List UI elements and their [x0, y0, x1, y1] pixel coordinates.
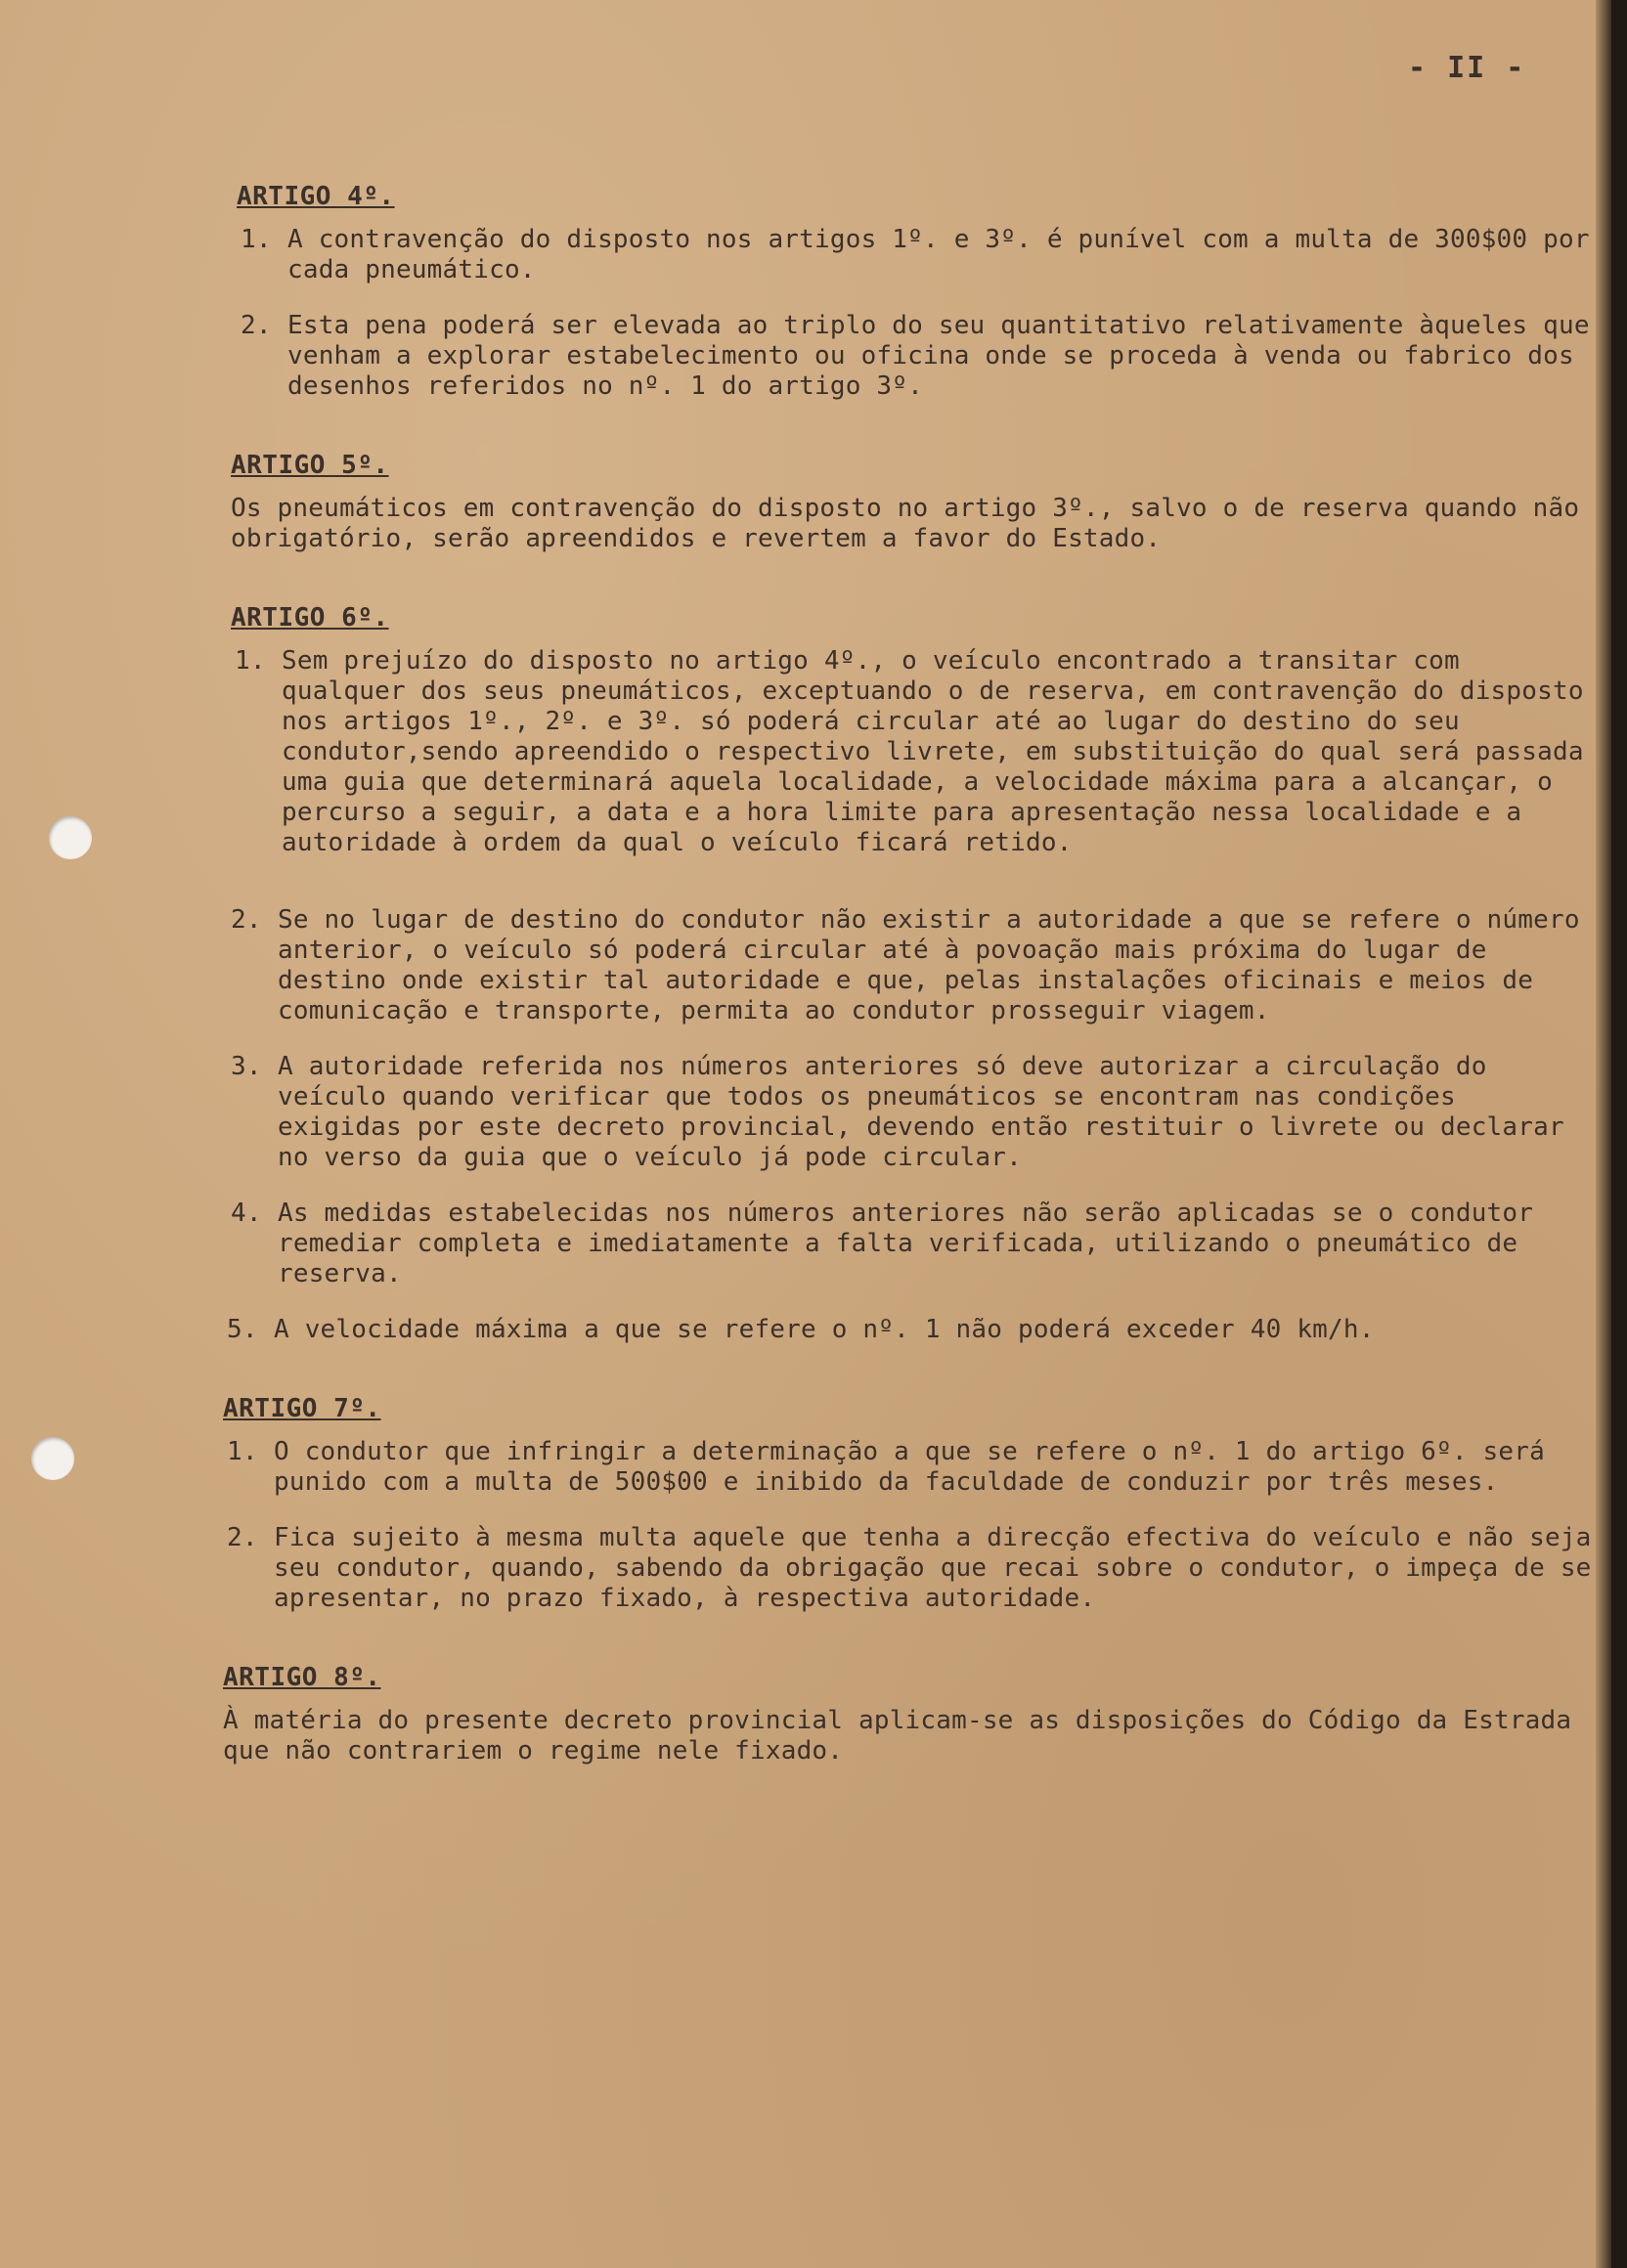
- paragraph-number: 5.: [227, 1315, 258, 1344]
- article-6-paragraph-1: [231, 646, 1592, 858]
- article-4-paragraph-1: [237, 225, 1592, 285]
- paragraph-text: Fica sujeito à mesma multa aquele que tenha a direcção efectiva do veículo e não seja seu condutor, quando, sabendo da obrigação que recai sobre o condutor, o impeça de se apresentar, no prazo fixado, à respectiva autoridade.: [274, 1523, 1592, 1613]
- paragraph-text: À matéria do presente decreto provincial aplicam-se as disposições do Código da Estrada que não contrariem o regime nele fixado.: [223, 1706, 1572, 1766]
- article-7-paragraph-2: [223, 1523, 1592, 1614]
- article-6-paragraph-4: [227, 1199, 1592, 1289]
- paragraph-number: 3.: [231, 1052, 262, 1081]
- paragraph-text: Esta pena poderá ser elevada ao triplo do seu quantitativo relativamente àqueles que venham a explorar estabelecimento ou oficina onde se proceda à venda ou fabrico dos desenhos referidos no nº. 1 do artigo 3º.: [287, 311, 1590, 401]
- paragraph-text: A velocidade máxima a que se refere o nº. 1 não poderá exceder 40 km/h.: [274, 1315, 1375, 1344]
- punch-hole-top: [49, 816, 92, 859]
- article-7-paragraph-1: [223, 1437, 1592, 1498]
- paragraph-text: Se no lugar de destino do condutor não existir a autoridade a que se refere o número anterior, o veículo só poderá circular até à povoação mais próxima do lugar de destino onde existir tal autoridade e que, pelas instalações oficinais e meios de comunicação e transporte, permita ao condutor prosseguir viagem.: [278, 905, 1580, 1025]
- paragraph-text: A contravenção do disposto nos artigos 1º. e 3º. é punível com a multa de 300$00 por cada pneumático.: [287, 225, 1590, 284]
- paragraph-number: 1.: [235, 646, 266, 676]
- paragraph-text: A autoridade referida nos números anteriores só deve autorizar a circulação do veículo quando verificar que todos os pneumáticos se encontram nas condições exigidas por este decreto provincial, devendo então restituir o livrete ou declarar no verso da guia que o veículo já pode circular.: [278, 1052, 1564, 1172]
- article-heading-7: ARTIGO 7º.: [223, 1394, 381, 1423]
- paragraph-text: Sem prejuízo do disposto no artigo 4º., o veículo encontrado a transitar com qualquer dos seus pneumáticos, exceptuando o de reserva, em contravenção do disposto nos artigos 1º., 2º. e 3º. só poderá circular até ao lugar do destino do seu condutor,sendo apreendido o respectivo livrete, em substituição do qual será passada uma guia que determinará aquela localidade, a velocidade máxima para a alcançar, o percurso a seguir, a data e a hora limite para apresentação nessa localidade e a autoridade à ordem da qual o veículo ficará retido.: [282, 646, 1584, 857]
- page-edge-shadow: [1596, 0, 1611, 2268]
- paragraph-number: 4.: [231, 1199, 262, 1228]
- paragraph-text: As medidas estabelecidas nos números anteriores não serão aplicadas se o condutor remediar completa e imediatamente a falta verificada, utilizando o pneumático de reserva.: [278, 1199, 1534, 1288]
- article-heading-5: ARTIGO 5º.: [231, 451, 389, 480]
- paragraph-number: 2.: [231, 905, 262, 935]
- article-heading-6: ARTIGO 6º.: [231, 603, 389, 632]
- paragraph-text: Os pneumáticos em contravenção do disposto no artigo 3º., salvo o de reserva quando não obrigatório, serão apreendidos e revertem a favor do Estado.: [231, 494, 1580, 553]
- article-6-paragraph-2: [227, 905, 1592, 1026]
- paragraph-number: 2.: [241, 311, 272, 340]
- paragraph-number: 2.: [227, 1523, 258, 1552]
- paragraph-number: 1.: [241, 225, 272, 254]
- article-heading-8: ARTIGO 8º.: [223, 1663, 381, 1692]
- punch-hole-bottom: [31, 1437, 74, 1480]
- article-4-paragraph-2: [237, 311, 1592, 402]
- article-8-paragraph: [223, 1706, 1592, 1766]
- paragraph-text: O condutor que infringir a determinação a que se refere o nº. 1 do artigo 6º. será punido com a multa de 500$00 e inibido da faculdade de conduzir por três meses.: [274, 1437, 1545, 1497]
- document-body: [223, 182, 1592, 1792]
- article-6-paragraph-5: [223, 1315, 1592, 1345]
- article-6-paragraph-3: [227, 1052, 1592, 1173]
- paragraph-number: 1.: [227, 1437, 258, 1466]
- article-5-paragraph: [223, 494, 1592, 554]
- article-heading-4: ARTIGO 4º.: [237, 182, 395, 211]
- page-number: - II -: [1408, 51, 1526, 85]
